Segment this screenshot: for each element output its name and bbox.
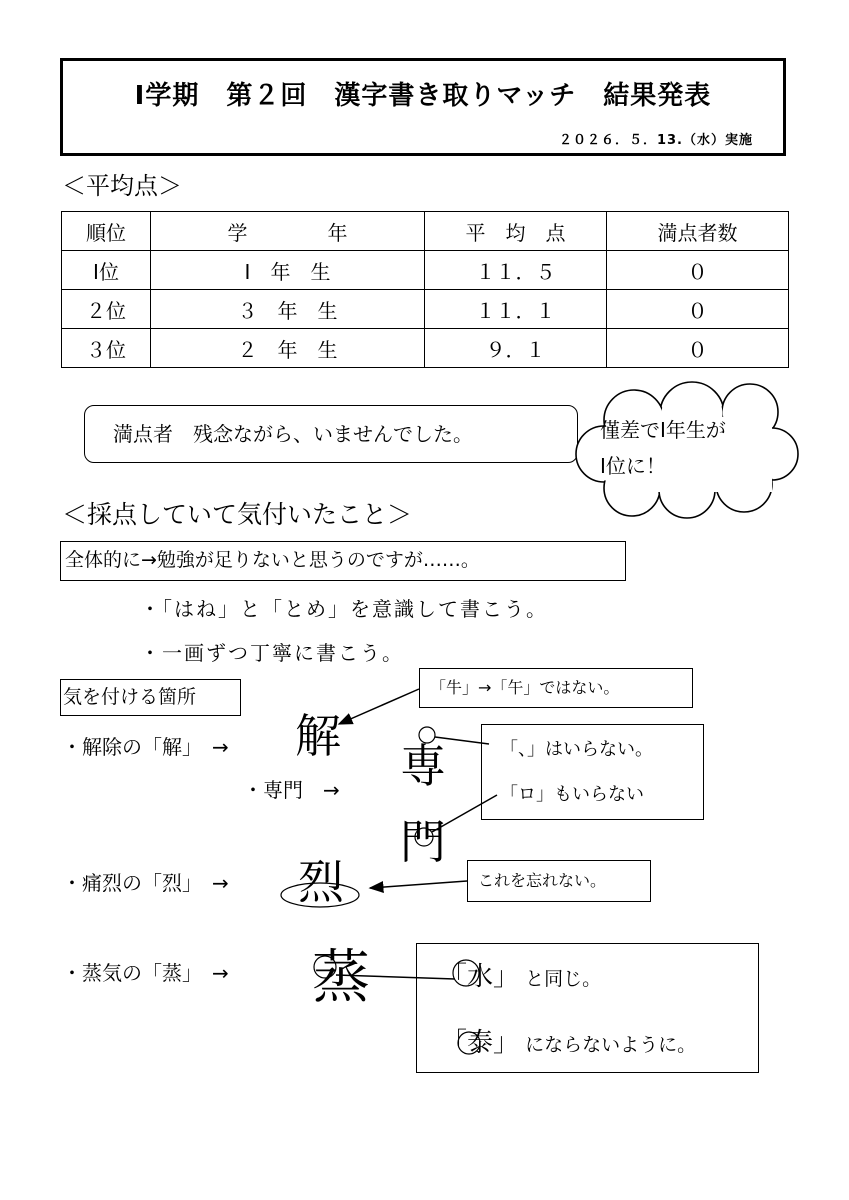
table-cell: １１．５ xyxy=(425,251,607,290)
bullet-careful: ・一画ずつ丁寧に書こう。 xyxy=(140,641,404,665)
sen-line xyxy=(435,737,489,744)
page-title: Ⅰ学期 第２回 漢字書き取りマッチ 結果発表 xyxy=(134,81,712,111)
sen-dot-circle xyxy=(419,727,435,743)
perfect-score-note: 満点者 残念ながら、いませんでした。 xyxy=(84,405,578,463)
table-cell: ３ 年 生 xyxy=(151,290,425,329)
header-cell: 学 年 xyxy=(151,212,425,251)
table-cell: ０ xyxy=(607,329,789,368)
kai-arrow xyxy=(339,689,419,724)
mon-glyph: 門 xyxy=(400,815,446,869)
mizu-glyph: 水 xyxy=(467,962,494,992)
table-cell: ２ 年 生 xyxy=(151,329,425,368)
general-comment: 全体的に→勉強が足りないと思うのですが……。 xyxy=(60,541,626,581)
bullet-hane-tome: ・「はね」と「とめ」を意識して書こう。 xyxy=(140,597,548,621)
mizu-circle xyxy=(453,960,479,986)
senmon-note-line1: 「、」はいらない。 xyxy=(500,739,653,760)
jou-note-line1: 「水」 と同じ。 xyxy=(441,962,602,992)
sen-glyph: 専 xyxy=(400,739,446,793)
jou-line xyxy=(336,975,455,979)
cloud-text-line1: 僅差でⅠ年生が xyxy=(600,418,726,442)
table-cell: Ⅰ位 xyxy=(62,251,151,290)
table-cell: ９．１ xyxy=(425,329,607,368)
jou-note-line2-text: にならないように。 xyxy=(525,1034,697,1056)
senmon-note-line2: 「ロ」もいらない xyxy=(500,784,644,805)
retsu-ellipse xyxy=(281,883,359,907)
kai-note-box: 「牛」→「午」ではない。 xyxy=(419,668,693,708)
date-text: ２０２６．５．13.（水）実施 xyxy=(558,133,753,148)
jou-circle xyxy=(314,956,336,978)
header-cell: 平 均 点 xyxy=(425,212,607,251)
average-heading: ＜平均点＞ xyxy=(62,172,182,200)
table-cell: ３位 xyxy=(62,329,151,368)
table-cell: ２位 xyxy=(62,290,151,329)
jou-note-line2: 「泰」 にならないように。 xyxy=(441,1028,697,1058)
table-cell: １１．１ xyxy=(425,290,607,329)
retsu-glyph: 烈 xyxy=(298,855,344,909)
tai-circle xyxy=(458,1032,480,1054)
senmon-label: ・専門 → xyxy=(243,778,340,802)
caution-heading: 気を付ける箇所 xyxy=(60,679,241,716)
header-cell: 順位 xyxy=(62,212,151,251)
observations-heading: ＜採点していて気付いたこと＞ xyxy=(62,500,413,529)
retsu-arrow xyxy=(370,881,467,888)
table-cell: ０ xyxy=(607,251,789,290)
retsu-label: ・痛烈の「烈」 → xyxy=(62,871,229,895)
cloud-text-line2: Ⅰ位に！ xyxy=(600,454,666,478)
retsu-note-box: これを忘れない。 xyxy=(467,860,651,902)
mon-circle xyxy=(415,828,433,846)
jou-label: ・蒸気の「蒸」 → xyxy=(62,961,229,985)
kai-label: ・解除の「解」 → xyxy=(62,735,229,759)
header-cell: 満点者数 xyxy=(607,212,789,251)
jou-glyph: 蒸 xyxy=(312,943,371,1011)
mon-line xyxy=(432,795,497,832)
table-cell: ０ xyxy=(607,290,789,329)
tai-glyph: 泰 xyxy=(467,1028,494,1058)
jou-note-line1-text: と同じ。 xyxy=(525,968,602,990)
table-cell: Ⅰ 年 生 xyxy=(151,251,425,290)
kai-glyph: 解 xyxy=(295,709,341,763)
